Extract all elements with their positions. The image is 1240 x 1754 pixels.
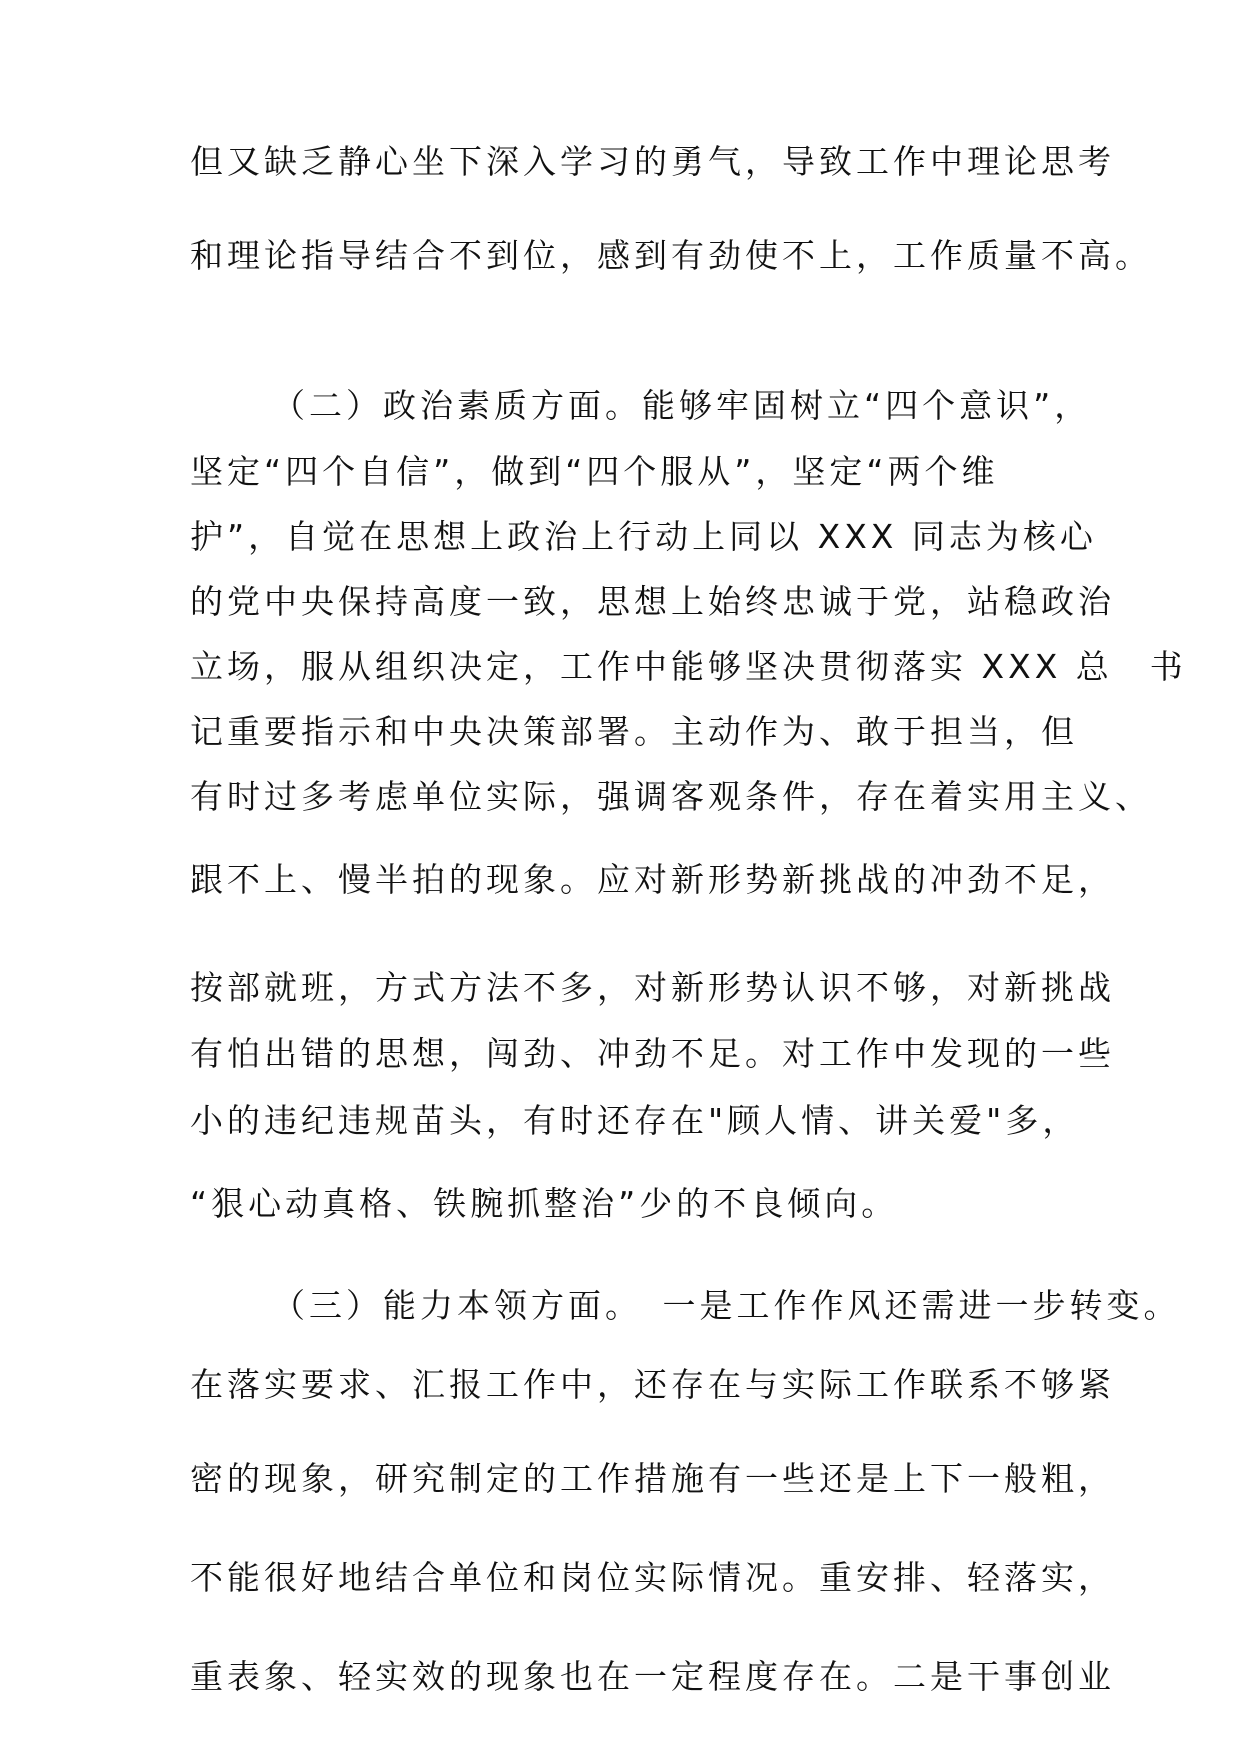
- text-line: 记重要指示和中央决策部署。主动作为、敢于担当，但: [190, 712, 1078, 751]
- text-line: 小的违纪违规苗头，有时还存在"顾人情、讲关爱"多，: [190, 1101, 1080, 1140]
- text-line: 密的现象，研究制定的工作措施有一些还是上下一般粗，: [190, 1459, 1115, 1498]
- section-heading-political: （二）政治素质方面。能够牢固树立“四个意识”，: [272, 386, 1092, 425]
- text-line: 护”，自觉在思想上政治上行动上同以 XXX 同志为核心: [190, 517, 1097, 556]
- text-line: 按部就班，方式方法不多，对新形势认识不够，对新挑战: [190, 968, 1115, 1007]
- section-heading-ability: （三）能力本领方面。 一是工作作风还需进一步转变。: [272, 1286, 1181, 1325]
- text-line: 跟不上、慢半拍的现象。应对新形势新挑战的冲劲不足，: [190, 860, 1115, 899]
- text-line: 不能很好地结合单位和岗位实际情况。重安排、轻落实，: [190, 1558, 1115, 1597]
- text-line: 在落实要求、汇报工作中，还存在与实际工作联系不够紧: [190, 1365, 1115, 1404]
- text-line: 和理论指导结合不到位，感到有劲使不上，工作质量不高。: [190, 236, 1152, 275]
- text-line: 立场，服从组织决定，工作中能够坚决贯彻落实 XXX 总 书: [190, 647, 1187, 686]
- text-line: 的党中央保持高度一致，思想上始终忠诚于党，站稳政治: [190, 582, 1115, 621]
- text-line: 坚定“四个自信”，做到“四个服从”，坚定“两个维: [190, 452, 999, 491]
- text-line: 有怕出错的思想，闯劲、冲劲不足。对工作中发现的一些: [190, 1034, 1115, 1073]
- text-line: 重表象、轻实效的现象也在一定程度存在。二是干事创业: [190, 1657, 1115, 1696]
- text-line: “狠心动真格、铁腕抓整治”少的不良倾向。: [190, 1184, 899, 1223]
- text-line: 但又缺乏静心坐下深入学习的勇气，导致工作中理论思考: [190, 142, 1115, 181]
- text-line: 有时过多考虑单位实际，强调客观条件，存在着实用主义、: [190, 777, 1152, 816]
